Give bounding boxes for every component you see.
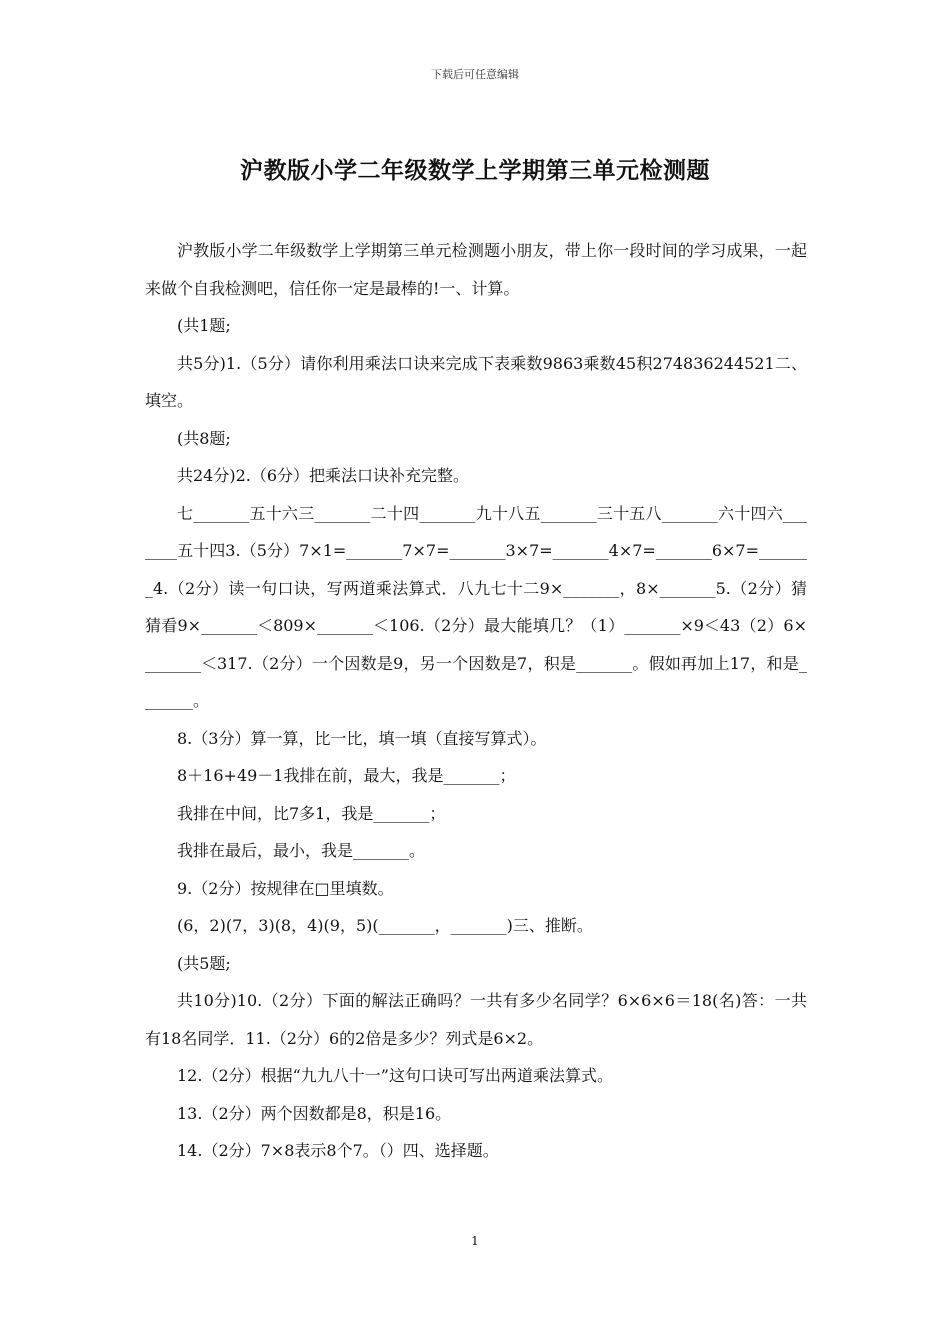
paragraph: 我排在最后，最小，我是_______。: [177, 841, 426, 860]
paragraph: 8＋16+49－1我排在前，最大，我是_______；: [177, 766, 516, 785]
paragraph: 14.（2分）7×8表示8个7。（）四、选择题。: [177, 1141, 499, 1160]
paragraph: 共24分)2.（6分）把乘法口诀补充完整。: [177, 466, 470, 485]
paragraph: 七_______五十六三_______二十四_______九十八五_______三十五八_______六十四六_______五十四3.（5分）7×1=_______7×7=_______3×7=_______4×7=_______6×7=_______4.（2分）读一句口诀，写两道乘法算式．八九七十二9×_______，8×_______5.（2分）猜猜看9×_______＜809×_______＜106.（2分）最大能填几？（1）_______×9＜43（2）6×_______＜317.（2分）一个因数是9，另一个因数是7，积是_______。假如再加上17，和是_______。: [145, 503, 807, 710]
document-body: [145, 232, 807, 1170]
paragraph: 沪教版小学二年级数学上学期第三单元检测题小朋友，带上你一段时间的学习成果，一起来做个自我检测吧，信任你一定是最棒的!一、计算。: [145, 241, 807, 298]
paragraph: (共5题;: [177, 953, 231, 973]
paragraph: 9.（2分）按规律在□里填数。: [177, 878, 394, 898]
header-note: 下载后可任意编辑: [431, 68, 519, 81]
paragraph: (共8题;: [177, 428, 231, 448]
page-number: 1: [471, 1234, 479, 1248]
paragraph: 8.（3分）算一算，比一比，填一填（直接写算式）。: [177, 728, 547, 748]
paragraph: (6，2)(7，3)(8，4)(9，5)(_______，_______)三、推断。: [177, 916, 593, 935]
paragraph: 我排在中间，比7多1，我是_______；: [177, 803, 446, 823]
paragraph: 共5分)1.（5分）请你利用乘法口诀来完成下表乘数9863乘数45积274836244521二、填空。: [145, 353, 807, 410]
page-title: 沪教版小学二年级数学上学期第三单元检测题: [240, 157, 710, 184]
paragraph: 13.（2分）两个因数都是8，积是16。: [177, 1103, 452, 1123]
paragraph: 共10分)10.（2分）下面的解法正确吗？一共有多少名同学？6×6×6＝18(名)答：一共有18名同学．11.（2分）6的2倍是多少？列式是6×2。: [145, 991, 807, 1048]
paragraph: (共1题;: [177, 316, 231, 335]
paragraph: 12.（2分）根据“九九八十一”这句口诀可写出两道乘法算式。: [177, 1066, 613, 1085]
